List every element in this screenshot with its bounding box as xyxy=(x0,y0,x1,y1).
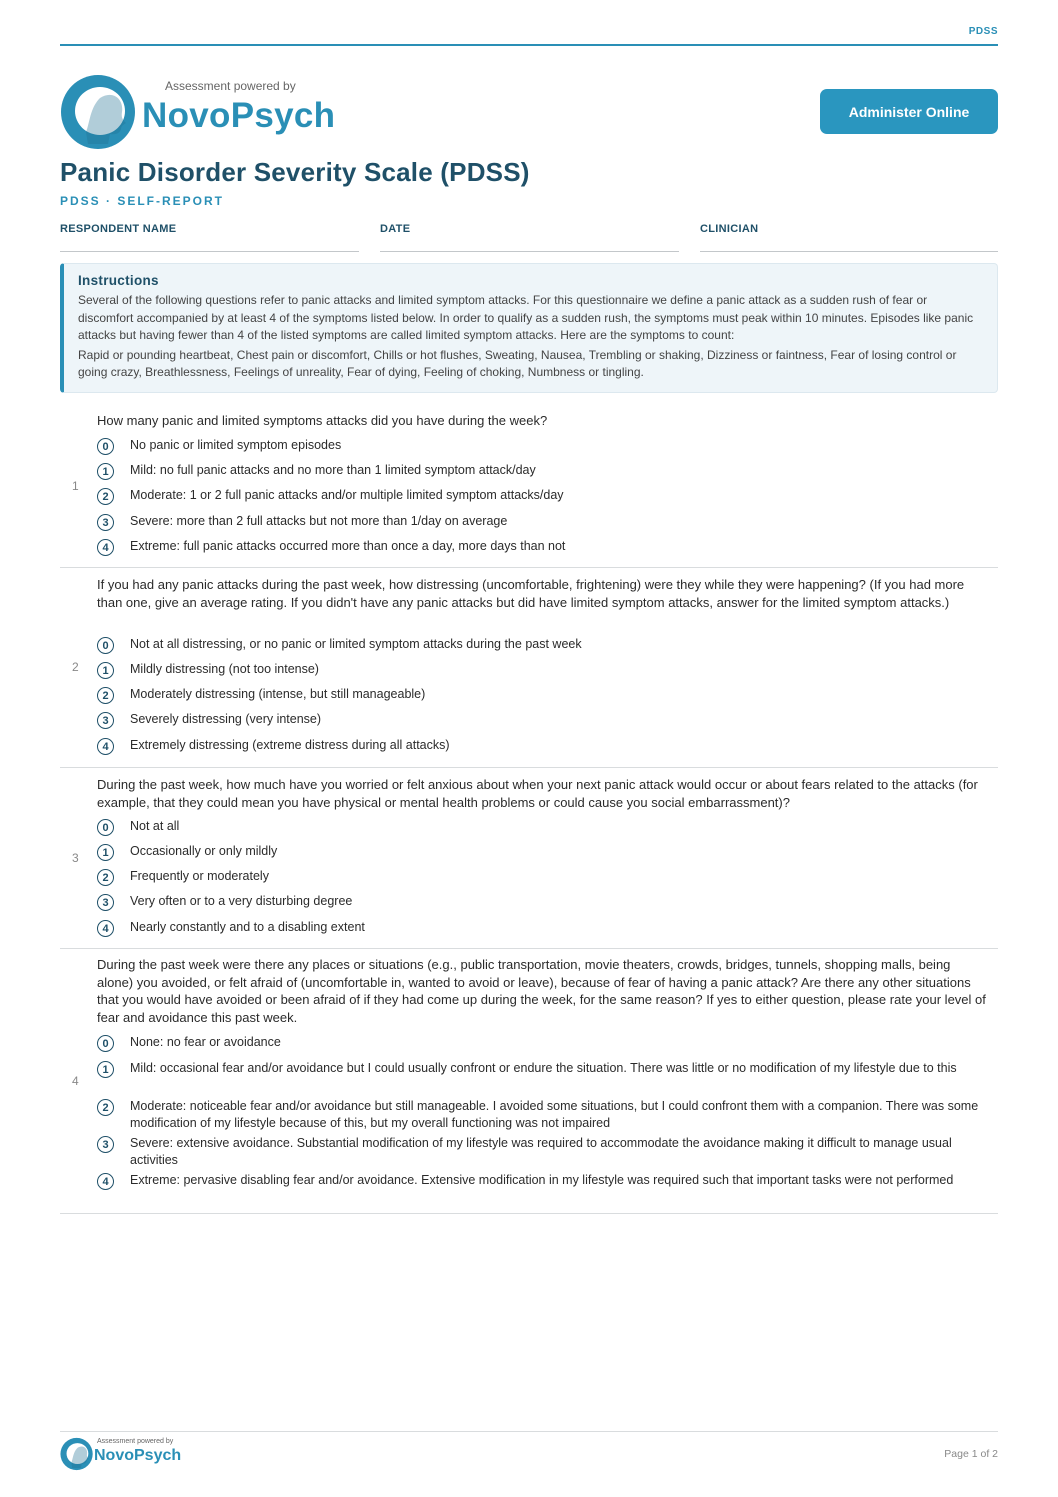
clinician-label: CLINICIAN xyxy=(700,223,759,235)
page-subtitle: PDSS · SELF-REPORT xyxy=(60,194,225,208)
option-text: Very often or to a very disturbing degree xyxy=(130,894,353,908)
score-badge[interactable]: 3 xyxy=(97,712,114,729)
option-text: No panic or limited symptom episodes xyxy=(130,438,342,452)
option-text: Moderate: noticeable fear and/or avoidance but still manageable. I avoided some situations, but I could confront them with a companion. There was some modification of my lifestyle because of this, but my overall functioning was not impaired xyxy=(130,1099,979,1130)
score-badge[interactable]: 3 xyxy=(97,514,114,531)
clinician-field[interactable] xyxy=(700,219,998,252)
question-text: During the past week, how much have you worried or felt anxious about when your next panic attack would occur or about fears related to the attacks (for example, that they could mean you have physical or mental health problems or could cause you social embarrassment)? xyxy=(97,777,978,810)
score-badge[interactable]: 1 xyxy=(97,844,114,861)
option-text: Not at all distressing, or no panic or limited symptom attacks during the past week xyxy=(130,637,582,651)
question-number: 3 xyxy=(72,851,79,865)
score-badge[interactable]: 0 xyxy=(97,819,114,836)
header-rule xyxy=(60,44,998,46)
score-badge[interactable]: 1 xyxy=(97,1061,114,1078)
question-2 xyxy=(60,567,998,768)
footer-logo-tagline: Assessment powered by xyxy=(97,1438,174,1445)
instructions-box xyxy=(60,263,998,393)
question-4 xyxy=(60,948,998,1214)
option-text: Mild: occasional fear and/or avoidance but I could usually confront or endure the situation. There was little or no modification of my lifestyle due to this xyxy=(130,1061,957,1075)
score-badge[interactable]: 2 xyxy=(97,687,114,704)
administer-online-button[interactable]: Administer Online xyxy=(820,89,998,134)
score-badge[interactable]: 2 xyxy=(97,1099,114,1116)
score-badge[interactable]: 3 xyxy=(97,894,114,911)
logo-tagline: Assessment powered by xyxy=(165,79,296,93)
footer-logo-wordmark: NovoPsych xyxy=(94,1447,182,1464)
option-text: Not at all xyxy=(130,819,180,833)
option-text: Severe: more than 2 full attacks but not more than 1/day on average xyxy=(130,514,508,528)
page-number: Page 1 of 2 xyxy=(944,1448,998,1460)
score-badge[interactable]: 4 xyxy=(97,1173,114,1190)
question-text: During the past week were there any places or situations (e.g., public transportation, movie theaters, crowds, bridges, tunnels, shopping malls, being alone) you avoided, or felt afraid of (uncomfortable in, wanted to avoid or leave), because of fear of having a panic attack? Are there any other situations that you would have avoided or been afraid of if they had come up during the week, for the same reason? If yes to either question, please rate your level of fear and avoidance this past week. xyxy=(97,957,986,1025)
novopsych-logo xyxy=(60,74,350,150)
option-text: Frequently or moderately xyxy=(130,869,269,883)
footer-rule xyxy=(60,1431,998,1432)
date-label: DATE xyxy=(380,223,411,235)
score-badge[interactable]: 1 xyxy=(97,463,114,480)
score-badge[interactable]: 1 xyxy=(97,662,114,679)
option-text: Severely distressing (very intense) xyxy=(130,712,322,726)
option-text: Extremely distressing (extreme distress during all attacks) xyxy=(130,738,450,752)
score-badge[interactable]: 0 xyxy=(97,438,114,455)
option-text: Severe: extensive avoidance. Substantial modification of my lifestyle was required to accommodate the avoidance making it difficult to manage usual activities xyxy=(130,1136,952,1167)
question-text: If you had any panic attacks during the past week, how distressing (uncomfortable, frightening) were they while they were happening? (If you had more than one, give an average rating. If you didn't have any panic attacks but did have limited symptom attacks, answer for the limited symptom attacks.) xyxy=(97,577,965,610)
respondent-fields xyxy=(60,219,998,253)
question-number: 2 xyxy=(72,660,79,674)
logo-wordmark: NovoPsych xyxy=(142,96,336,135)
question-text: How many panic and limited symptoms attacks did you have during the week? xyxy=(97,413,548,428)
page xyxy=(60,0,998,1497)
header-code: PDSS xyxy=(968,26,998,37)
option-text: Extreme: full panic attacks occurred more than once a day, more days than not xyxy=(130,539,566,553)
option-text: Extreme: pervasive disabling fear and/or avoidance. Extensive modification in my lifestyle was required such that important tasks were not performed xyxy=(130,1173,954,1187)
instructions-symptoms: Rapid or pounding heartbeat, Chest pain or discomfort, Chills or hot flushes, Sweating, Nausea, Trembling or shaking, Dizziness or faintness, Fear of losing control or going crazy, Breathlessness, Feelings of unreality, Fear of dying, Feeling of choking, Numbness or tingling. xyxy=(78,347,957,379)
score-badge[interactable]: 0 xyxy=(97,1035,114,1052)
option-text: Moderate: 1 or 2 full panic attacks and/or multiple limited symptom attacks/day xyxy=(130,488,564,502)
footer-logo xyxy=(60,1437,190,1471)
instructions-text: Several of the following questions refer to panic attacks and limited symptom attacks. For this questionnaire we define a panic attack as a sudden rush of fear or discomfort accompanied by at least 4 of the symptoms listed below. In order to qualify as a sudden rush, the symptoms must peak within 10 minutes. Episodes like panic attacks but having fewer than 4 of the listed symptoms are called limited symptom attacks. Here are the symptoms to count: xyxy=(78,293,974,342)
option-text: None: no fear or avoidance xyxy=(130,1035,281,1049)
head-logo-icon xyxy=(60,74,138,150)
option-text: Moderately distressing (intense, but still manageable) xyxy=(130,687,426,701)
option-text: Mildly distressing (not too intense) xyxy=(130,662,319,676)
instructions-title: Instructions xyxy=(78,273,159,288)
score-badge[interactable]: 3 xyxy=(97,1136,114,1153)
question-number: 1 xyxy=(72,479,79,493)
score-badge[interactable]: 4 xyxy=(97,539,114,556)
score-badge[interactable]: 2 xyxy=(97,488,114,505)
score-badge[interactable]: 4 xyxy=(97,738,114,755)
option-text: Mild: no full panic attacks and no more than 1 limited symptom attack/day xyxy=(130,463,536,477)
score-badge[interactable]: 0 xyxy=(97,637,114,654)
page-title: Panic Disorder Severity Scale (PDSS) xyxy=(60,157,530,187)
footer-head-logo-icon xyxy=(60,1437,94,1471)
date-field[interactable] xyxy=(380,219,679,252)
question-number: 4 xyxy=(72,1074,79,1088)
question-1 xyxy=(60,402,998,568)
option-text: Occasionally or only mildly xyxy=(130,844,278,858)
respondent-name-label: RESPONDENT NAME xyxy=(60,223,177,235)
score-badge[interactable]: 2 xyxy=(97,869,114,886)
respondent-name-field[interactable] xyxy=(60,219,359,252)
question-3 xyxy=(60,767,998,949)
option-text: Nearly constantly and to a disabling extent xyxy=(130,920,365,934)
score-badge[interactable]: 4 xyxy=(97,920,114,937)
